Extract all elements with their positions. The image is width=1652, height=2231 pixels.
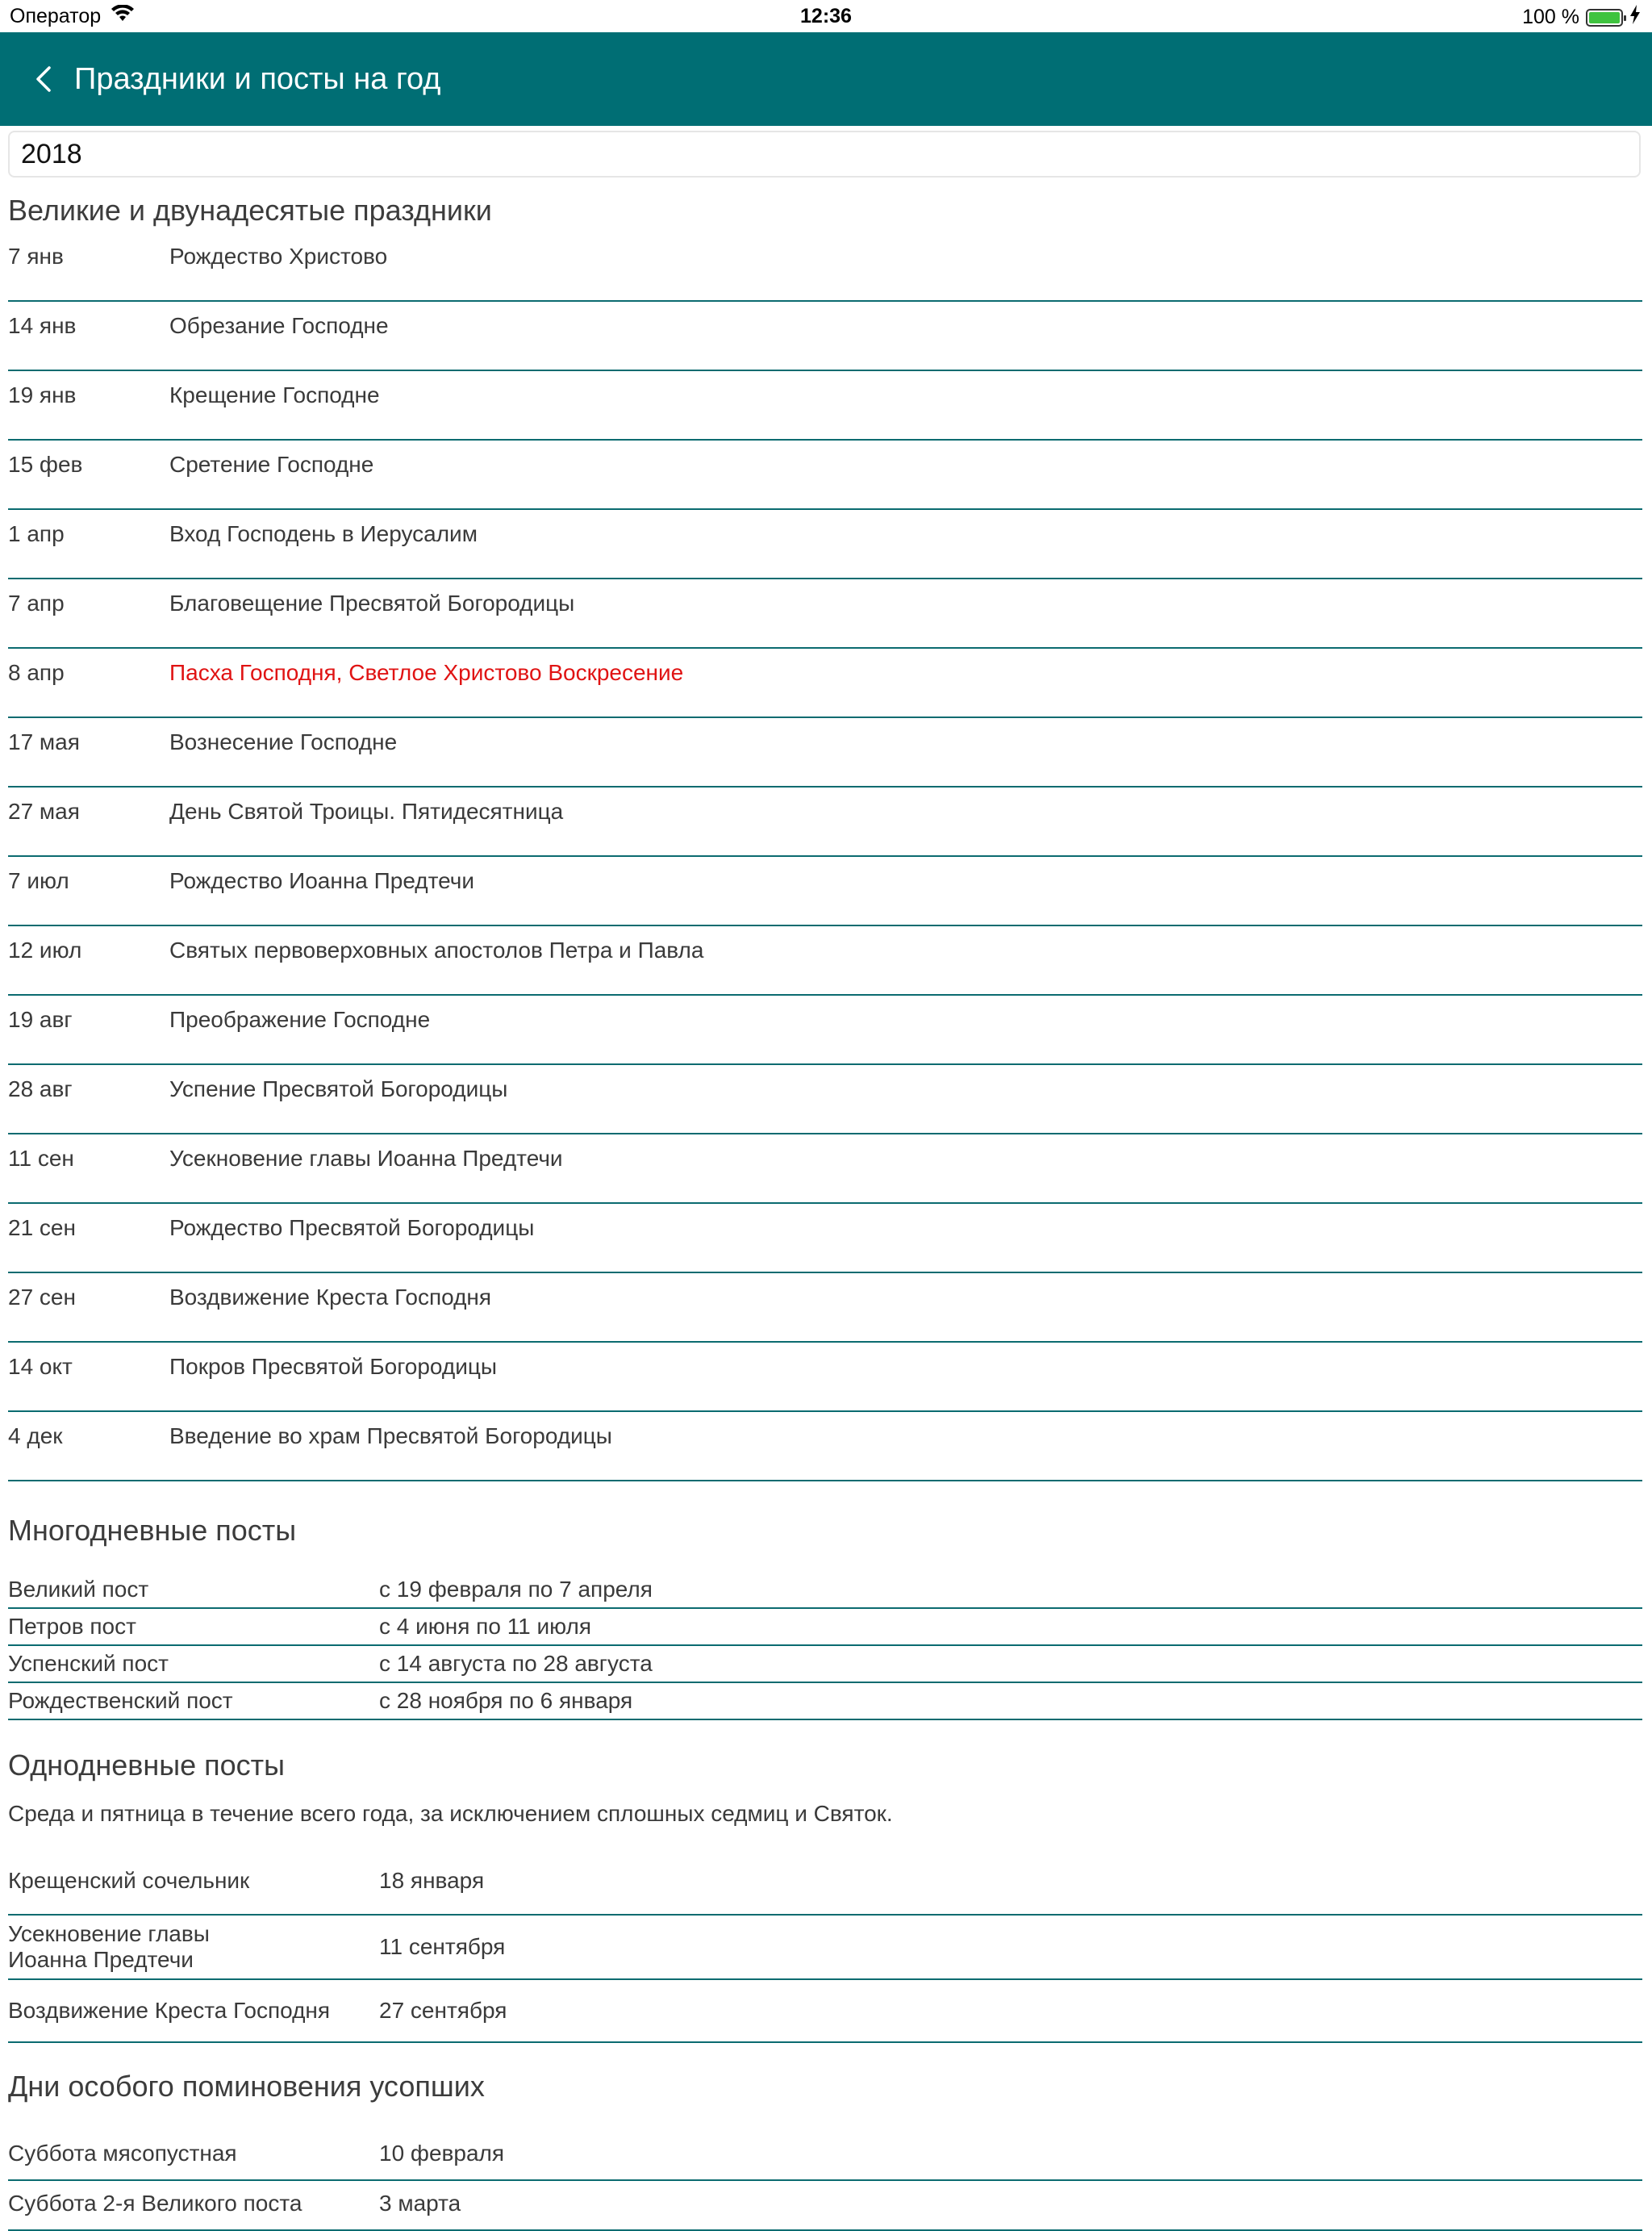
charging-icon [1629, 5, 1641, 30]
feast-date: 14 янв [8, 313, 77, 338]
feast-name: Покров Пресвятой Богородицы [169, 1354, 498, 1379]
back-button[interactable] [19, 55, 68, 103]
feast-date: 7 апр [8, 591, 65, 616]
page-title: Праздники и посты на год [74, 61, 441, 96]
one-day-fast-row[interactable] [8, 1916, 1642, 1980]
battery-icon [1586, 9, 1623, 27]
fast-row[interactable] [8, 1646, 1642, 1683]
one-day-fast-row[interactable] [8, 1980, 1642, 2043]
feast-row-easter[interactable] [8, 649, 1642, 718]
feast-row[interactable] [8, 232, 1642, 302]
feast-date: 11 сен [8, 1146, 74, 1171]
one-day-fast-name [8, 1921, 210, 1973]
feast-date: 15 фев [8, 452, 83, 477]
feast-name: Святых первоверховных апостолов Петра и Павла [169, 938, 704, 963]
memorial-days-title: Дни особого поминовения усопших [8, 2070, 485, 2103]
multi-day-fasts-title: Многодневные посты [8, 1514, 297, 1547]
feast-name: День Святой Троицы. Пятидесятница [169, 799, 564, 824]
nav-bar [0, 32, 1652, 126]
feast-date: 17 мая [8, 729, 80, 754]
feast-row[interactable] [8, 1273, 1642, 1343]
memorial-name: Суббота мясопустная [8, 2141, 237, 2166]
feast-row[interactable] [8, 510, 1642, 579]
fast-name: Успенский пост [8, 1651, 169, 1676]
carrier-label: Оператор [10, 5, 102, 27]
feast-name: Воздвижение Креста Господня [169, 1285, 492, 1310]
status-time: 12:36 [800, 5, 852, 27]
status-right [1522, 5, 1641, 30]
feast-date: 7 янв [8, 244, 64, 269]
feast-date: 14 окт [8, 1354, 73, 1379]
feast-row[interactable] [8, 1343, 1642, 1412]
fast-name: Рождественский пост [8, 1688, 233, 1713]
feast-name: Благовещение Пресвятой Богородицы [169, 591, 575, 616]
feast-date: 1 апр [8, 521, 65, 546]
fast-period: с 4 июня по 11 июля [379, 1614, 592, 1639]
feast-row[interactable] [8, 926, 1642, 996]
one-day-fast-name-line2: Иоанна Предтечи [8, 1947, 194, 1972]
feast-name: Вознесение Господне [169, 729, 398, 754]
feast-row[interactable] [8, 1065, 1642, 1134]
feast-date: 21 сен [8, 1215, 76, 1240]
one-day-fast-name: Воздвижение Креста Господня [8, 1998, 331, 2023]
feast-date: 19 янв [8, 382, 77, 407]
memorial-row[interactable] [8, 2181, 1642, 2231]
feast-row[interactable] [8, 441, 1642, 510]
memorial-name: Суббота 2-я Великого поста [8, 2191, 302, 2216]
year-input[interactable] [8, 131, 1641, 178]
feast-row[interactable] [8, 302, 1642, 371]
feast-row[interactable] [8, 857, 1642, 926]
multi-day-fasts-list [8, 1572, 1642, 1720]
feasts-list [8, 232, 1642, 1481]
chevron-left-icon [33, 63, 54, 95]
feast-name: Рождество Пресвятой Богородицы [169, 1215, 535, 1240]
fast-row[interactable] [8, 1683, 1642, 1720]
one-day-fast-date: 27 сентября [379, 1998, 507, 2023]
feasts-title: Великие и двунадесятые праздники [8, 194, 492, 227]
feast-row[interactable] [8, 718, 1642, 788]
fast-name: Великий пост [8, 1577, 149, 1602]
feast-date: 7 июл [8, 868, 69, 893]
feast-row[interactable] [8, 1204, 1642, 1273]
feast-date: 19 авг [8, 1007, 73, 1032]
fast-row[interactable] [8, 1609, 1642, 1646]
memorial-date: 10 февраля [379, 2141, 505, 2166]
feast-name-highlight: Пасха Господня, Светлое Христово Воскресение [169, 660, 684, 685]
fast-row[interactable] [8, 1572, 1642, 1609]
feast-name: Сретение Господне [169, 452, 374, 477]
fast-period: с 19 февраля по 7 апреля [379, 1577, 653, 1602]
feast-row[interactable] [8, 371, 1642, 441]
feast-date: 27 сен [8, 1285, 76, 1310]
feast-name: Обрезание Господне [169, 313, 389, 338]
feast-date: 12 июл [8, 938, 82, 963]
one-day-fast-date: 11 сентября [379, 1934, 506, 1959]
memorial-row[interactable] [8, 2131, 1642, 2181]
feast-row[interactable] [8, 579, 1642, 649]
feast-date: 28 авг [8, 1076, 73, 1101]
fast-period: с 14 августа по 28 августа [379, 1651, 653, 1676]
feast-date: 27 мая [8, 799, 80, 824]
feast-date: 8 апр [8, 660, 65, 685]
one-day-fast-date: 18 января [379, 1868, 485, 1893]
one-day-fasts-title: Однодневные посты [8, 1748, 286, 1782]
one-day-fasts-note: Среда и пятница в течение всего года, за исключением сплошных седмиц и Святок. [8, 1801, 893, 1826]
feast-name: Усекновение главы Иоанна Предтечи [169, 1146, 563, 1171]
one-day-fasts-list [8, 1848, 1642, 2043]
feast-name: Вход Господень в Иерусалим [169, 521, 478, 546]
one-day-fast-row[interactable] [8, 1848, 1642, 1916]
feast-name: Рождество Христово [169, 244, 388, 269]
feast-name: Крещение Господне [169, 382, 380, 407]
one-day-fast-name: Крещенский сочельник [8, 1868, 250, 1893]
feast-name: Рождество Иоанна Предтечи [169, 868, 474, 893]
feast-name: Введение во храм Пресвятой Богородицы [169, 1423, 612, 1448]
battery-percent: 100 % [1522, 6, 1579, 28]
fast-period: с 28 ноября по 6 января [379, 1688, 633, 1713]
feast-row[interactable] [8, 788, 1642, 857]
feast-name: Успение Пресвятой Богородицы [169, 1076, 508, 1101]
feast-row[interactable] [8, 1134, 1642, 1204]
feast-date: 4 дек [8, 1423, 63, 1448]
fast-name: Петров пост [8, 1614, 136, 1639]
memorial-date: 3 марта [379, 2191, 461, 2216]
status-bar [0, 0, 1652, 32]
feast-row[interactable] [8, 1412, 1642, 1481]
feast-row[interactable] [8, 996, 1642, 1065]
one-day-fast-name-line1: Усекновение главы [8, 1921, 210, 1946]
memorial-days-list [8, 2131, 1642, 2231]
feast-name: Преображение Господне [169, 1007, 431, 1032]
